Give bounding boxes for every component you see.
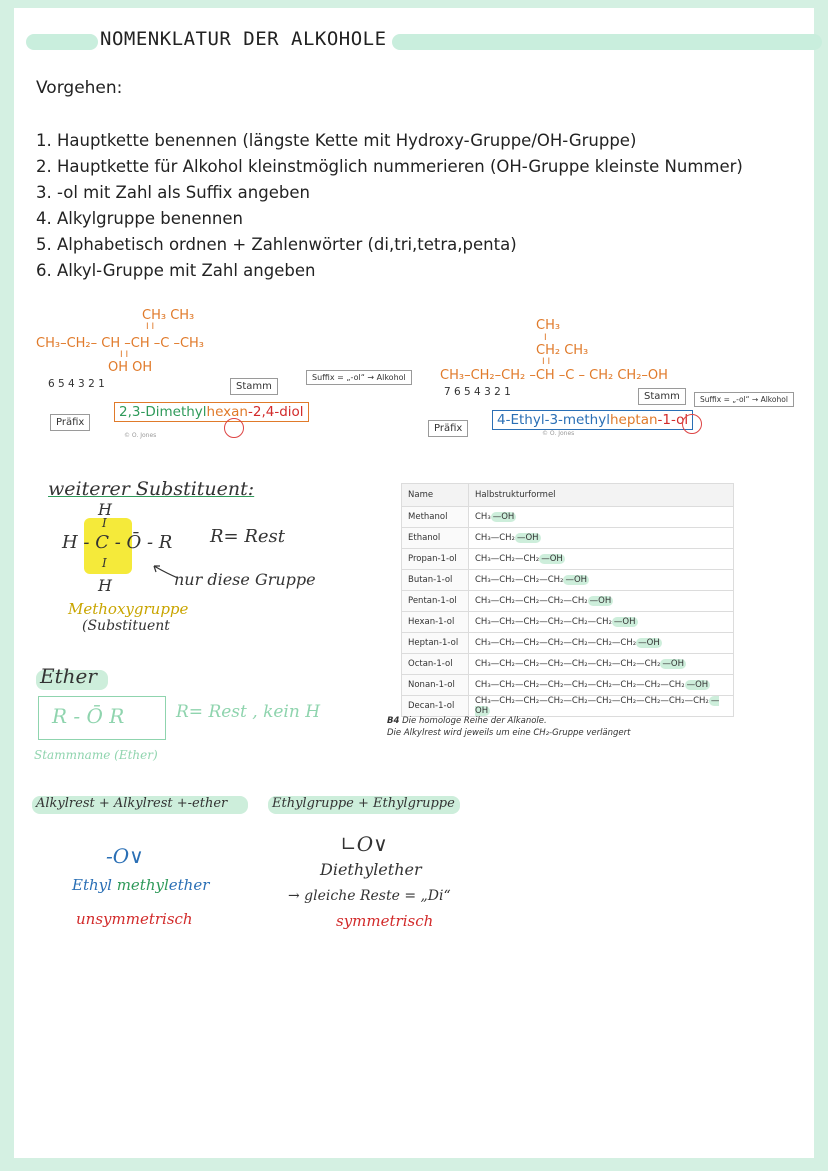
substituent-bond-bottom: I <box>102 556 107 570</box>
example-2-copyright: © O. Jones <box>542 430 575 437</box>
formula-oh: —OH <box>613 617 636 627</box>
example-2-name-suffix: -1-ol <box>657 412 689 428</box>
example-2-chain: CH₃–CH₂–CH₂ –CH –C – CH₂ CH₂–OH <box>440 368 668 383</box>
right-ether-type: symmetrisch <box>336 912 434 930</box>
example-2-second-row: CH₂ CH₃ <box>536 343 589 358</box>
formula-chain: CH₃—CH₂—CH₂—CH₂—CH₂—CH₂ <box>475 617 612 627</box>
formula-chain: CH₃—CH₂—CH₂—CH₂—CH₂—CH₂—CH₂—CH₂—CH₂ <box>475 680 685 690</box>
substituent-h-bottom: H <box>98 576 112 595</box>
substituent-r-note: R= Rest <box>210 526 286 547</box>
left-name-b: methyl <box>116 876 169 894</box>
right-ether-name: Diethylether <box>320 860 422 879</box>
ether-r-note: R= Rest , kein H <box>176 702 321 722</box>
table-cell-name: Methanol <box>402 507 469 528</box>
formula-oh: —OH <box>565 575 588 585</box>
example-1-name-suffix: -2,4-diol <box>248 404 304 420</box>
title-highlight-right <box>392 34 822 50</box>
example-1-iupac-name <box>114 402 309 422</box>
ether-formula: R - Ō R <box>52 704 125 728</box>
example-1-bond-marks-low: I I <box>120 350 129 360</box>
table-cell-formula <box>469 654 734 675</box>
example-2-praefix-box: Präfix <box>428 420 468 437</box>
caption-text-1: Die homologe Reihe der Alkanole. <box>402 716 547 726</box>
table-cell-name: Nonan-1-ol <box>402 675 469 696</box>
homologous-series-table <box>401 483 734 717</box>
example-1-circle-mark <box>224 418 244 438</box>
table-row <box>402 507 734 528</box>
example-1-name-stem: hexan <box>206 404 248 420</box>
formula-chain: CH₃—CH₂—CH₂—CH₂—CH₂ <box>475 596 588 606</box>
table-cell-formula <box>469 696 734 717</box>
page-title: NOMENKLATUR DER ALKOHOLE <box>100 28 387 50</box>
table-cell-formula <box>469 633 734 654</box>
substituent-arrow-note: nur diese Gruppe <box>174 570 316 589</box>
table-row <box>402 549 734 570</box>
formula-oh: —OH <box>516 533 539 543</box>
example-1-suffix-box: Suffix = „-ol“ → Alkohol <box>306 370 412 385</box>
table-cell-name: Hexan-1-ol <box>402 612 469 633</box>
left-name-a: Ethyl <box>72 876 112 894</box>
step-item: 5. Alphabetisch ordnen + Zahlenwörter (di,tri,tetra,penta) <box>36 235 517 254</box>
example-2-bond-top: I <box>544 333 547 343</box>
ether-stammname: Stammname (Ether) <box>34 748 158 762</box>
formula-chain: CH₃—CH₂—CH₂—CH₂—CH₂—CH₂—CH₂—CH₂ <box>475 659 661 669</box>
table-cell-formula <box>469 570 734 591</box>
table-row <box>402 612 734 633</box>
example-2-numbers: 7 6 5 4 3 2 1 <box>444 386 511 398</box>
table-cell-name: Butan-1-ol <box>402 570 469 591</box>
table-header-row <box>402 484 734 507</box>
example-1-bond-marks: I I <box>146 322 155 332</box>
example-1-top-substituents: CH₃ CH₃ <box>142 308 195 323</box>
table-cell-formula <box>469 549 734 570</box>
formula-oh: —OH <box>541 554 563 564</box>
table-row <box>402 528 734 549</box>
example-1-copyright: © O. Jones <box>124 432 157 439</box>
table-row <box>402 654 734 675</box>
example-1-oh-labels: OH OH <box>108 360 153 375</box>
table-header-name: Name <box>402 484 469 507</box>
table-cell-name: Ethanol <box>402 528 469 549</box>
left-name-c: ether <box>168 876 210 894</box>
formula-chain: CH₃—CH₂—CH₂ <box>475 554 540 564</box>
table-cell-formula <box>469 675 734 696</box>
substituent-bond-top: I <box>102 516 107 530</box>
formula-oh: —OH <box>492 512 515 522</box>
table-cell-name: Decan-1-ol <box>402 696 469 717</box>
left-skeleton: -O∨ <box>106 844 144 868</box>
ether-heading: Ether <box>40 664 97 688</box>
steps-list <box>36 128 743 284</box>
example-1-praefix-box: Präfix <box>50 414 90 431</box>
methoxy-group-sub: (Substituent <box>82 618 170 634</box>
example-2-suffix-box: Suffix = „-ol“ → Alkohol <box>694 392 794 407</box>
table-caption-line-2: Die Alkylrest wird jeweils um eine CH₂-Gruppe verlängert <box>387 728 631 738</box>
substituent-heading: weiterer Substituent: <box>48 478 255 500</box>
table-cell-formula <box>469 591 734 612</box>
note-page <box>14 8 814 1158</box>
table-row <box>402 675 734 696</box>
step-item: 4. Alkylgruppe benennen <box>36 209 243 228</box>
substituent-h-top: H <box>98 500 112 519</box>
example-2-circle-mark <box>682 414 702 434</box>
left-example-heading: Alkylrest + Alkylrest +-ether <box>36 796 228 811</box>
table-cell-name: Pentan-1-ol <box>402 591 469 612</box>
table-cell-formula <box>469 612 734 633</box>
example-1-name-prefix: 2,3-Dimethyl <box>119 404 207 420</box>
step-item: 3. -ol mit Zahl als Suffix angeben <box>36 183 310 202</box>
formula-chain: CH₃ <box>475 512 491 522</box>
example-2-stamm-box: Stamm <box>638 388 686 405</box>
substituent-formula: H - C - Ō - R <box>62 532 173 553</box>
formula-oh: —OH <box>638 638 660 648</box>
example-2-bond-marks: I I <box>542 357 551 367</box>
formula-oh: —OH <box>662 659 684 669</box>
intro-label: Vorgehen: <box>36 78 123 98</box>
formula-chain: CH₃—CH₂—CH₂—CH₂—CH₂—CH₂—CH₂ <box>475 638 637 648</box>
table-row <box>402 633 734 654</box>
step-item: 2. Hauptkette für Alkohol kleinstmöglich nummerieren (OH-Gruppe kleinste Nummer) <box>36 157 743 176</box>
table-cell-name: Heptan-1-ol <box>402 633 469 654</box>
example-2-iupac-name <box>492 410 693 430</box>
left-ether-name <box>72 876 209 894</box>
example-2-name-stem: heptan <box>609 412 658 428</box>
step-item: 1. Hauptkette benennen (längste Kette mit Hydroxy-Gruppe/OH-Gruppe) <box>36 131 637 150</box>
caption-label: B4 <box>387 716 400 726</box>
table-cell-name: Octan-1-ol <box>402 654 469 675</box>
formula-oh: —OH <box>475 696 720 716</box>
right-ether-note: → gleiche Reste = „Di“ <box>288 888 451 904</box>
formula-chain: CH₃—CH₂—CH₂—CH₂—CH₂—CH₂—CH₂—CH₂—CH₂—CH₂ <box>475 696 709 706</box>
example-1-numbers: 6 5 4 3 2 1 <box>48 378 105 390</box>
title-highlight-left <box>26 34 98 50</box>
table-row <box>402 570 734 591</box>
example-1-chain: CH₃–CH₂– CH –CH –C –CH₃ <box>36 336 205 351</box>
table-cell-formula <box>469 528 734 549</box>
table-caption-line-1 <box>387 716 547 726</box>
table-cell-name: Propan-1-ol <box>402 549 469 570</box>
formula-oh: —OH <box>686 680 709 690</box>
right-example-heading: Ethylgruppe + Ethylgruppe <box>272 796 455 811</box>
formula-chain: CH₃—CH₂ <box>475 533 515 543</box>
table-row <box>402 591 734 612</box>
methoxy-group-name: Methoxygruppe <box>68 600 189 618</box>
left-ether-type: unsymmetrisch <box>76 910 193 928</box>
right-skeleton: ∟O∨ <box>340 832 388 856</box>
step-item: 6. Alkyl-Gruppe mit Zahl angeben <box>36 261 316 280</box>
example-2-top-substituent: CH₃ <box>536 318 561 333</box>
formula-oh: —OH <box>589 596 612 606</box>
table-row <box>402 696 734 717</box>
table-header-formula: Halbstrukturformel <box>469 484 734 507</box>
example-2-name-prefix: 4-Ethyl-3-methyl <box>497 412 610 428</box>
example-1-stamm-box: Stamm <box>230 378 278 395</box>
formula-chain: CH₃—CH₂—CH₂—CH₂ <box>475 575 564 585</box>
table-cell-formula <box>469 507 734 528</box>
